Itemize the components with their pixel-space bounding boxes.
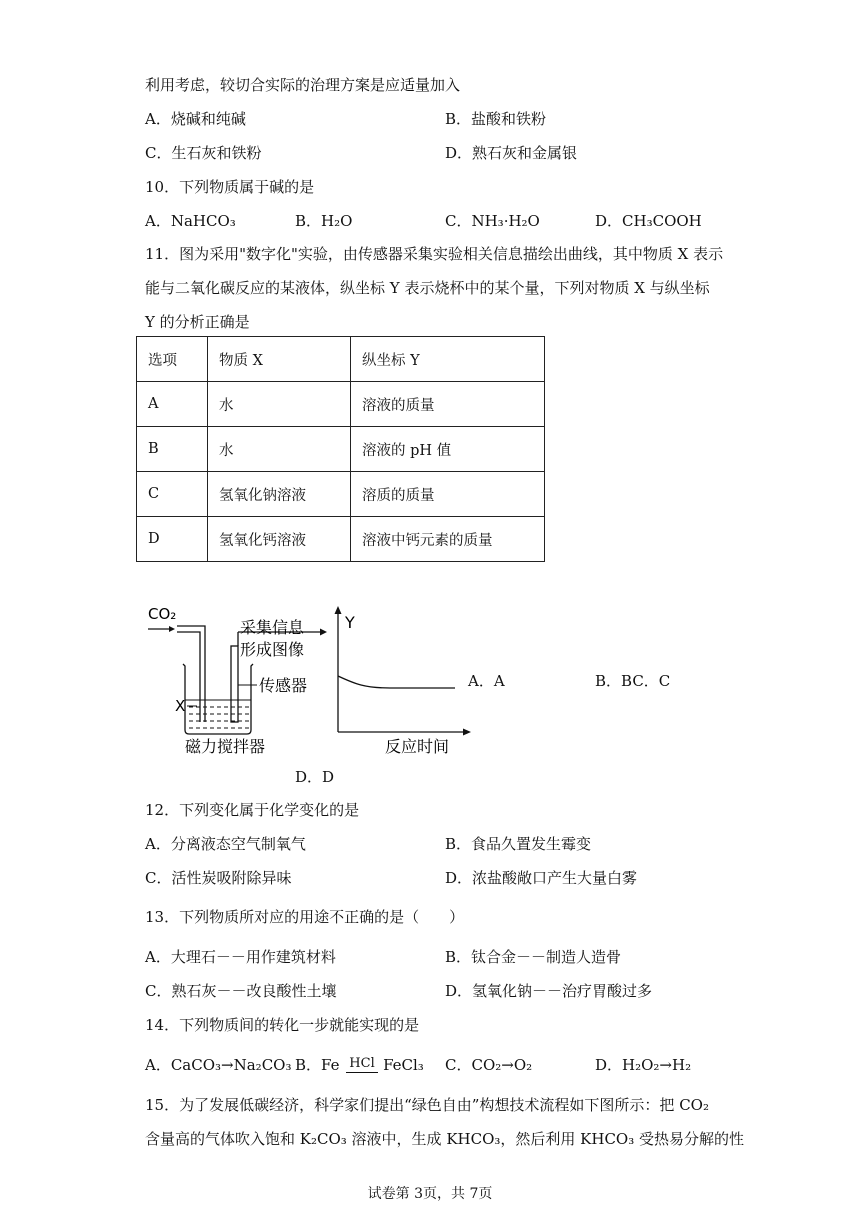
table-cell: C [137, 472, 208, 517]
q12-option-a[interactable]: A．分离液态空气制氧气 [145, 835, 306, 853]
q12-option-c[interactable]: C．活性炭吸附除异味 [145, 869, 292, 887]
curve-line [338, 676, 455, 688]
q9-option-b[interactable]: B．盐酸和铁粉 [445, 110, 547, 128]
q10-option-d[interactable]: D．CH₃COOH [595, 212, 702, 230]
q14-b-prefix: B．Fe [295, 1056, 340, 1074]
table-row [137, 382, 545, 427]
table-header-row [137, 337, 545, 382]
table-row [137, 427, 545, 472]
q14-option-a[interactable]: A．CaCO₃→Na₂CO₃ [145, 1056, 292, 1074]
q13-option-c[interactable]: C．熟石灰－－改良酸性土壤 [145, 982, 337, 1000]
q13-stem: 13．下列物质所对应的用途不正确的是（ ） [145, 908, 465, 926]
page-footer: 试卷第 3页，共 7页 [367, 1186, 493, 1202]
q11-option-bc[interactable]: B．BC．C [595, 672, 671, 690]
q12-option-d[interactable]: D．浓盐酸敞口产生大量白雾 [445, 869, 638, 887]
q14-option-c[interactable]: C．CO₂→O₂ [445, 1056, 533, 1074]
table-header-cell: 物质 X [208, 337, 351, 382]
collect-info-label: 采集信息 [240, 618, 305, 637]
stirrer-label: 磁力搅拌器 [185, 737, 266, 756]
q11-stem-line3: Y 的分析正确是 [145, 313, 250, 331]
table-cell: 水 [208, 382, 351, 427]
intro-line: 利用考虑，较切合实际的治理方案是应适量加入 [145, 76, 461, 94]
co2-label: CO₂ [148, 605, 177, 623]
q10-option-b[interactable]: B．H₂O [295, 212, 353, 230]
q14-option-b[interactable] [295, 1054, 424, 1075]
q14-option-d[interactable]: D．H₂O₂→H₂ [595, 1056, 692, 1074]
q10-stem: 10．下列物质属于碱的是 [145, 178, 315, 196]
table-cell: 氢氧化钙溶液 [208, 517, 351, 562]
q13-option-d[interactable]: D．氢氧化钠－－治疗胃酸过多 [445, 982, 653, 1000]
form-image-label: 形成图像 [240, 640, 305, 659]
table-row [137, 517, 545, 562]
q11-option-d[interactable]: D．D [295, 768, 335, 786]
q11-option-a[interactable]: A．A [468, 672, 505, 690]
table-header-cell: 选项 [137, 337, 208, 382]
x-label: X [175, 697, 186, 715]
table-cell: A [137, 382, 208, 427]
q9-option-d[interactable]: D．熟石灰和金属银 [445, 144, 578, 162]
x-axis-label: 反应时间 [385, 737, 450, 756]
table-cell: 溶液的 pH 值 [351, 427, 545, 472]
table-header-cell: 纵坐标 Y [351, 337, 545, 382]
experiment-figure [145, 602, 475, 758]
q10-option-a[interactable]: A．NaHCO₃ [145, 212, 236, 230]
q12-stem: 12．下列变化属于化学变化的是 [145, 801, 360, 819]
table-row [137, 472, 545, 517]
q11-stem-line2: 能与二氧化碳反应的某液体，纵坐标 Y 表示烧杯中的某个量，下列对物质 X 与纵坐标 [145, 279, 710, 297]
table-cell: 水 [208, 427, 351, 472]
table-cell: D [137, 517, 208, 562]
y-axis-label: Y [345, 613, 355, 632]
q13-option-a[interactable]: A．大理石－－用作建筑材料 [145, 948, 336, 966]
table-cell: 溶液中钙元素的质量 [351, 517, 545, 562]
q14-stem: 14．下列物质间的转化一步就能实现的是 [145, 1016, 420, 1034]
table-cell: 氢氧化钠溶液 [208, 472, 351, 517]
q14-b-product: FeCl₃ [383, 1056, 424, 1074]
table-cell: 溶质的质量 [351, 472, 545, 517]
q13-option-b[interactable]: B．钛合金－－制造人造骨 [445, 948, 622, 966]
q9-option-c[interactable]: C．生石灰和铁粉 [145, 144, 262, 162]
q11-table [136, 336, 545, 562]
reagent-label: HCl [349, 1056, 375, 1071]
q9-option-a[interactable]: A．烧碱和纯碱 [145, 110, 246, 128]
table-cell: B [137, 427, 208, 472]
q11-stem-line1: 11．图为采用"数字化"实验，由传感器采集实验相关信息描绘出曲线，其中物质 X 表示 [145, 245, 724, 263]
q15-line2: 含量高的气体吹入饱和 K₂CO₃ 溶液中，生成 KHCO₃，然后利用 KHCO₃ 受热易分解的性 [145, 1130, 744, 1148]
q10-option-c[interactable]: C．NH₃·H₂O [445, 212, 540, 230]
table-cell: 溶液的质量 [351, 382, 545, 427]
q15-line1: 15．为了发展低碳经济，科学家们提出“绿色自由”构想技术流程如下图所示：把 CO₂ [145, 1096, 709, 1114]
sensor-label: 传感器 [259, 676, 308, 695]
q12-option-b[interactable]: B．食品久置发生霉变 [445, 835, 592, 853]
